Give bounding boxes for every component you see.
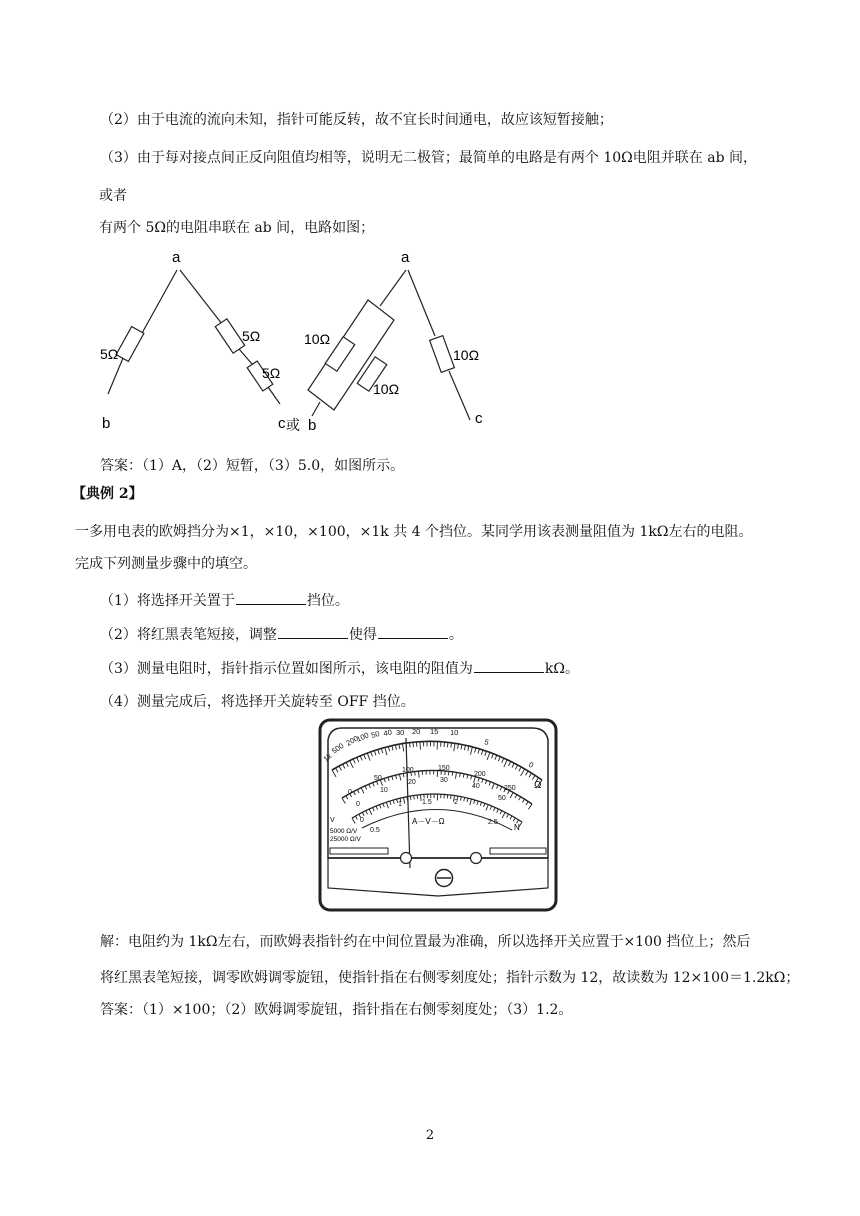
scale-label: 10 (380, 787, 388, 794)
scale-label: 200 (474, 771, 486, 778)
step-text: （2）将红黑表笔短接，调整 (100, 627, 277, 643)
node-b-label: b (308, 417, 317, 434)
scale-label: 5 (483, 737, 490, 748)
solution-line: 将红黑表笔短接，调零欧姆调零旋钮，使指针指在右侧零刻度处；指针示数为 12，故读数为 12×100＝1.2kΩ； (100, 970, 800, 986)
step-text: kΩ。 (544, 661, 579, 677)
scale-label: 0 (360, 817, 364, 824)
step-4: （4）测量完成后，将选择开关旋转至 OFF 挡位。 (100, 694, 415, 710)
scale-label: 50 (374, 775, 382, 782)
scale-label: 50 (370, 729, 381, 740)
step-3 (100, 658, 579, 679)
scale-tick (409, 743, 410, 748)
question-line: 完成下列测量步骤中的填空。 (75, 556, 257, 572)
scale-label: 150 (438, 765, 450, 772)
scale-tick (418, 771, 419, 777)
scale-label: 2.5 (488, 819, 498, 826)
step-2 (100, 624, 463, 645)
step-text: （3）测量电阻时，指针指示位置如图所示，该电阻的阻值为 (100, 661, 473, 677)
scale-label: 1.5 (422, 799, 432, 806)
question-line: 一多用电表的欧姆挡分为×1，×10，×100，×1k 共 4 个挡位。某同学用该表测量阻值为 1kΩ左右的电阻。 (75, 524, 753, 540)
n-label: N (514, 823, 520, 832)
scale-label: 10 (450, 728, 459, 737)
text-line: （2）由于电流的流向未知，指针可能反转，故不宜长时间通电，故应该短暂接触； (100, 112, 613, 128)
scale-label: 20 (412, 727, 421, 736)
node-c-label: c (475, 410, 483, 427)
node-b-label: b (102, 415, 111, 432)
sensitivity-label: 5000 Ω/V (330, 828, 358, 835)
resistor-label: 5Ω (242, 328, 261, 344)
text-line: 或者 (99, 188, 127, 204)
scale-tick (420, 795, 421, 801)
step-text: 。 (448, 627, 463, 643)
scale-tick (414, 795, 415, 799)
step-text: （1）将选择开关置于 (100, 593, 235, 609)
scale-label: 0 (356, 801, 360, 808)
scale-label: 1k (321, 751, 334, 764)
answer-line: 答案：（1）A，（2）短暂，（3）5.0，如图所示。 (100, 458, 405, 474)
function-label: A－V－Ω (412, 817, 445, 826)
scale-label: 200 (344, 733, 360, 748)
scale-label: 40 (382, 727, 393, 738)
scale-label: 15 (430, 727, 439, 736)
scale-tick (447, 742, 448, 747)
scale-label: 250 (504, 785, 516, 792)
node-a-label: a (172, 249, 181, 266)
scale-label: 50 (498, 795, 506, 802)
answer-blank[interactable] (378, 624, 448, 639)
answer-blank[interactable] (236, 590, 306, 605)
text-line: （3）由于每对接点间正反向阻值均相等，说明无二极管；最简单的电路是有两个 10Ω电阻并联在 ab 间， (100, 150, 757, 166)
scale-label: 500 (329, 741, 346, 756)
sensitivity-label: 25000 Ω/V (330, 836, 361, 843)
text-line: 有两个 5Ω的电阻串联在 ab 间，电路如图； (99, 220, 375, 236)
resistor-label: 10Ω (304, 331, 331, 347)
scale-tick (452, 772, 453, 776)
resistor-label: 10Ω (453, 347, 480, 363)
scale-tick (413, 742, 414, 747)
scale-label: 2 (454, 799, 458, 806)
scale-label: 100 (355, 730, 371, 744)
scale-label: 20 (408, 779, 416, 786)
multimeter-figure (318, 718, 558, 918)
step-text: 挡位。 (306, 593, 349, 609)
scale-label: 30 (396, 728, 405, 737)
node-c-label: c (278, 415, 286, 432)
v-label: V (330, 817, 335, 824)
scale-label: 30 (440, 777, 448, 784)
scale-label: 100 (402, 767, 414, 774)
page-number: 2 (425, 1128, 435, 1143)
or-label: 或 (286, 417, 300, 433)
circuit-diagram (90, 244, 510, 444)
answer-blank[interactable] (474, 658, 544, 673)
node-a-label: a (401, 249, 410, 266)
scale-label: 0.5 (370, 827, 380, 834)
answer-blank[interactable] (278, 624, 348, 639)
scale-label: 40 (472, 783, 480, 790)
resistor-label: 5Ω (262, 365, 281, 381)
ohm-symbol: Ω (534, 780, 542, 791)
resistor-label: 5Ω (100, 346, 119, 362)
scale-label: 1 (398, 801, 402, 808)
step-1 (100, 590, 349, 611)
step-text: 使得 (348, 627, 377, 643)
example-title: 【典例 2】 (72, 486, 143, 502)
scale-label: 0 (348, 789, 352, 796)
answer-line: 答案：（1）×100；（2）欧姆调零旋钮，指针指在右侧零刻度处；（3）1.2。 (100, 1002, 573, 1018)
resistor-label: 10Ω (373, 381, 400, 397)
solution-line: 解：电阻约为 1kΩ左右，而欧姆表指针约在中间位置最为准确，所以选择开关应置于×100 挡位上；然后 (100, 934, 751, 950)
scale-label: 0 (527, 759, 536, 770)
